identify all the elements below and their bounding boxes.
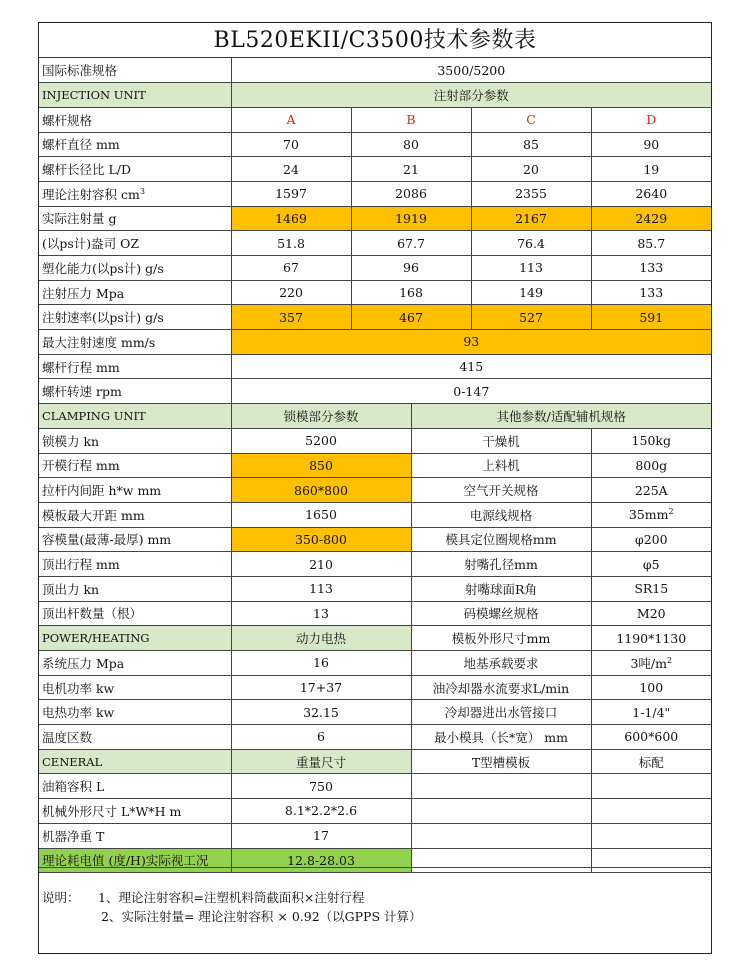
row-label: 国际标准规格 [39,58,231,83]
cell-text: 3吨/m [630,655,667,671]
table-row [39,675,711,700]
empty-cell [411,823,591,848]
row-value: 13 [231,601,411,626]
sheet-title: BL520EKII/C3500技术参数表 [39,23,711,58]
other-label: 干燥机 [411,428,591,453]
row-label: 电热功率 kw [39,700,231,725]
row-label: 温度区数 [39,725,231,750]
other-label: 地基承载要求 [411,651,591,676]
row-value: 17+37 [231,675,411,700]
row-value: 750 [231,774,411,799]
table-row [39,280,711,305]
row-value: 6 [231,725,411,750]
value-d: 133 [591,280,711,305]
value-a: 220 [231,280,351,305]
value-d: 2429 [591,206,711,231]
table-row [39,502,711,527]
value-b: 80 [351,132,471,157]
row-value: 12.8-28.03 [231,848,411,873]
superscript: 3 [139,186,145,196]
cell-text: 35mm [628,507,669,523]
other-label: 射嘴球面R角 [411,576,591,601]
value-d: 19 [591,157,711,182]
table-row [39,823,711,848]
superscript: 2 [666,655,673,665]
value-c: 149 [471,280,591,305]
row-label: (以ps计)盎司 OZ [39,231,231,256]
row-label [39,181,231,206]
table-row [39,107,711,132]
section-header-row [39,83,711,108]
row-label: 塑化能力(以ps计) g/s [39,256,231,281]
row-label: 螺杆规格 [39,107,231,132]
other-label: 射嘴孔径mm [411,552,591,577]
table-row [39,379,711,404]
row-label: 锁模力 kn [39,428,231,453]
value-c: 85 [471,132,591,157]
value-a: 1469 [231,206,351,231]
section-title: 注射部分参数 [231,83,711,108]
section-header-row [39,749,711,774]
other-label: 码模螺丝规格 [411,601,591,626]
row-label: 螺杆直径 mm [39,132,231,157]
value-d: 85.7 [591,231,711,256]
table-row [39,527,711,552]
value-b: 67.7 [351,231,471,256]
table-row [39,231,711,256]
value-c: 2355 [471,181,591,206]
empty-cell [591,823,711,848]
row-value: 210 [231,552,411,577]
table-row [39,428,711,453]
row-label: 最大注射速度 mm/s [39,330,231,355]
superscript: 2 [668,507,674,517]
row-label: 油箱容积 L [39,774,231,799]
value-d: 2640 [591,181,711,206]
value-b: 1919 [351,206,471,231]
row-label: 拉杆内间距 h*w mm [39,478,231,503]
notes [39,867,711,953]
other-label: 油冷却器水流要求L/min [411,675,591,700]
row-value: 93 [231,330,711,355]
other-value: 150kg [591,428,711,453]
table-row [39,181,711,206]
row-label: 电机功率 kw [39,675,231,700]
value-d: 133 [591,256,711,281]
table-row [39,725,711,750]
other-label: 冷却器进出水管接口 [411,700,591,725]
row-value: 113 [231,576,411,601]
value-d: 591 [591,305,711,330]
table-row [39,478,711,503]
value-a: 357 [231,305,351,330]
other-value: 标配 [591,749,711,774]
notes-label: 说明： [42,890,80,905]
other-label: 空气开关规格 [411,478,591,503]
row-value: 5200 [231,428,411,453]
value-b: 168 [351,280,471,305]
table-row [39,700,711,725]
table-row [39,601,711,626]
row-label: 螺杆行程 mm [39,354,231,379]
other-label: 电源线规格 [411,502,591,527]
value-a: 1597 [231,181,351,206]
table-row [39,256,711,281]
spec-sheet [38,22,712,954]
empty-cell [411,799,591,824]
table-row [39,354,711,379]
row-label: 系统压力 Mpa [39,651,231,676]
row-value: 415 [231,354,711,379]
row-label: 开模行程 mm [39,453,231,478]
row-value: 0-147 [231,379,711,404]
value-a: 24 [231,157,351,182]
other-value: φ5 [591,552,711,577]
row-label: 容模量(最薄-最厚) mm [39,527,231,552]
row-label: 实际注射量 g [39,206,231,231]
row-value: 17 [231,823,411,848]
section-label: CENERAL [39,749,231,774]
row-value: 32.15 [231,700,411,725]
other-value: φ200 [591,527,711,552]
cell-text: 理论注射容积 cm [42,186,140,202]
spec-table [39,58,711,873]
note-2: 2、实际注射量= 理论注射容积 × 0.92（以GPPS 计算） [101,909,422,924]
value-c: 2167 [471,206,591,231]
row-label: 顶出行程 mm [39,552,231,577]
value-c: 113 [471,256,591,281]
section-label: POWER/HEATING [39,626,231,651]
row-value: 850 [231,453,411,478]
section-title: 锁模部分参数 [231,404,411,429]
other-value: SR15 [591,576,711,601]
value-d: 90 [591,132,711,157]
section-label: INJECTION UNIT [39,83,231,108]
section-title: 重量尺寸 [231,749,411,774]
value-b: 96 [351,256,471,281]
row-label: 注射速率(以ps计) g/s [39,305,231,330]
value-b: 21 [351,157,471,182]
value-c: 76.4 [471,231,591,256]
row-value: 1650 [231,502,411,527]
other-value: M20 [591,601,711,626]
screw-col-c: C [471,107,591,132]
other-label: T型槽模板 [411,749,591,774]
row-label: 机械外形尺寸 L*W*H m [39,799,231,824]
section-header-row [39,404,711,429]
table-row [39,774,711,799]
value-a: 70 [231,132,351,157]
row-label: 注射压力 Mpa [39,280,231,305]
table-row [39,157,711,182]
table-row [39,799,711,824]
value-b: 2086 [351,181,471,206]
value-a: 51.8 [231,231,351,256]
other-value [591,502,711,527]
table-row [39,552,711,577]
empty-cell [411,774,591,799]
table-row [39,132,711,157]
section-header-row [39,626,711,651]
value-a: 67 [231,256,351,281]
empty-cell [591,774,711,799]
other-label: 模板外形尺寸mm [411,626,591,651]
row-value: 8.1*2.2*2.6 [231,799,411,824]
table-row [39,330,711,355]
other-value: 600*600 [591,725,711,750]
other-label: 模具定位圈规格mm [411,527,591,552]
value-c: 527 [471,305,591,330]
row-label: 模板最大开距 mm [39,502,231,527]
other-section-title: 其他参数/适配辅机规格 [411,404,711,429]
screw-col-b: B [351,107,471,132]
value-b: 467 [351,305,471,330]
other-value [591,651,711,676]
row-label: 机器净重 T [39,823,231,848]
note-1: 1、理论注射容积=注塑机料筒截面积×注射行程 [98,890,365,905]
other-value: 225A [591,478,711,503]
table-row [39,576,711,601]
table-row [39,206,711,231]
empty-cell [591,799,711,824]
table-row [39,453,711,478]
row-label: 螺杆长径比 L/D [39,157,231,182]
table-row [39,651,711,676]
other-value: 1-1/4" [591,700,711,725]
row-value: 350-800 [231,527,411,552]
other-label: 上料机 [411,453,591,478]
row-value: 3500/5200 [231,58,711,83]
table-row [39,305,711,330]
other-value: 800g [591,453,711,478]
row-value: 860*800 [231,478,411,503]
row-value: 16 [231,651,411,676]
other-label: 最小模具（长*宽） mm [411,725,591,750]
row-label: 理论耗电值 (度/H)实际视工况 [39,848,231,873]
screw-col-d: D [591,107,711,132]
value-c: 20 [471,157,591,182]
row-label: 螺杆转速 rpm [39,379,231,404]
row-label: 顶出力 kn [39,576,231,601]
section-title: 动力电热 [231,626,411,651]
other-value: 1190*1130 [591,626,711,651]
row-label: 顶出杆数量（根） [39,601,231,626]
section-label: CLAMPING UNIT [39,404,231,429]
table-row [39,58,711,83]
other-value: 100 [591,675,711,700]
screw-col-a: A [231,107,351,132]
